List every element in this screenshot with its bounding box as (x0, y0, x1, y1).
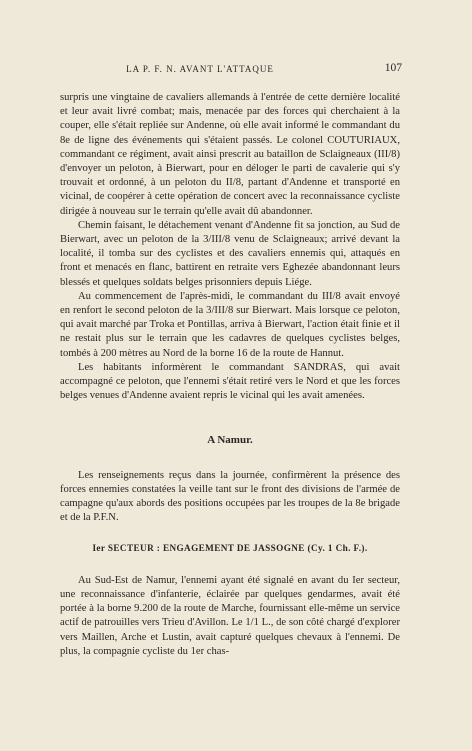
paragraph-3: Au commencement de l'après-midi, le commandant du III/8 avait envoyé en renfort le second peloton de la 3/III/8 sur Bierwart. Mais lorsque ce peloton, qui avait marché par Troka et Pontillas, arriva à Bierwart, l'action était finie et il ne restait plus sur le terrain que les cadavres de quelques cyclistes belges, tombés à 200 mètres au Nord de la borne 16 de la route de Hannut. (60, 290, 400, 359)
running-title: LA P. F. N. AVANT L'ATTAQUE (126, 64, 274, 74)
paragraph-1: surpris une vingtaine de cavaliers allemands à l'entrée de cette dernière localité et leur avait livré combat; mais, menacée par des forces qui cherchaient à la couper, elle s'était repliée sur Andenne, où elle avait informé le commandant du 8e de ligne des événements qui s'étaient passés. Le colonel COUTURIAUX, commandant ce régiment, avait ainsi prescrit au bataillon de Sclaigneaux (III/8) d'envoyer un peloton, à Bierwart, pour en déloger le parti de cavalerie qui s'y trouvait et ordonné, à un peloton du II/8, partant d'Andenne et transporté en vicinal, de coopérer à cette opération de concert avec la reconnaissance cycliste dirigée à nouveau sur le terrain qu'elle avait dû abandonner. (60, 92, 400, 217)
paragraph-5: Les renseignements reçus dans la journée, confirmèrent la présence des forces ennemies constatées la veille tant sur le front des divisions de l'armée de campagne qu'aux abords des positions occupées par les troupes de la 8e brigade et de la P.F.N. (60, 469, 400, 524)
paragraph-6: Au Sud-Est de Namur, l'ennemi ayant été signalé en avant du Ier secteur, une reconnaissance d'infanterie, éclairée par quelques gendarmes, avait été portée à la borne 9.200 de la route de Marche, fournissant elle-même un service actif de patrouilles vers Trieu d'Avillon. Le 1/1 L., de son côté chargé d'explorer vers Maillen, Arche et Lustin, avait capturé quelques chevaux à l'ennemi. De plus, la compagnie cycliste du 1er chas- (60, 574, 400, 657)
subsection-heading: Ier SECTEUR : ENGAGEMENT DE JASSOGNE (Cy. 1 Ch. F.). (92, 543, 368, 554)
page-number: 107 (384, 62, 402, 74)
paragraph-2: Chemin faisant, le détachement venant d'Andenne fit sa jonction, au Sud de Bierwart, avec un peloton de la 3/III/8 venu de Sclaigneaux; arrivé devant la localité, il tomba sur des cyclistes et des cavaliers ennemis qui, attaqués en front et menacés en flanc, battirent en retraite vers Eghezée abandonnant leurs blessés et quelques soldats belges prisonniers depuis Liége. (60, 219, 400, 288)
paragraph-4: Les habitants informèrent le commandant SANDRAS, qui avait accompagné ce peloton, que l'ennemi s'était retiré vers le Nord et que les forces belges venues d'Andenne avaient repris le vicinal qui les avait amenées. (60, 361, 400, 402)
body-text (60, 91, 400, 659)
section-heading-namur: A Namur. (207, 434, 253, 447)
